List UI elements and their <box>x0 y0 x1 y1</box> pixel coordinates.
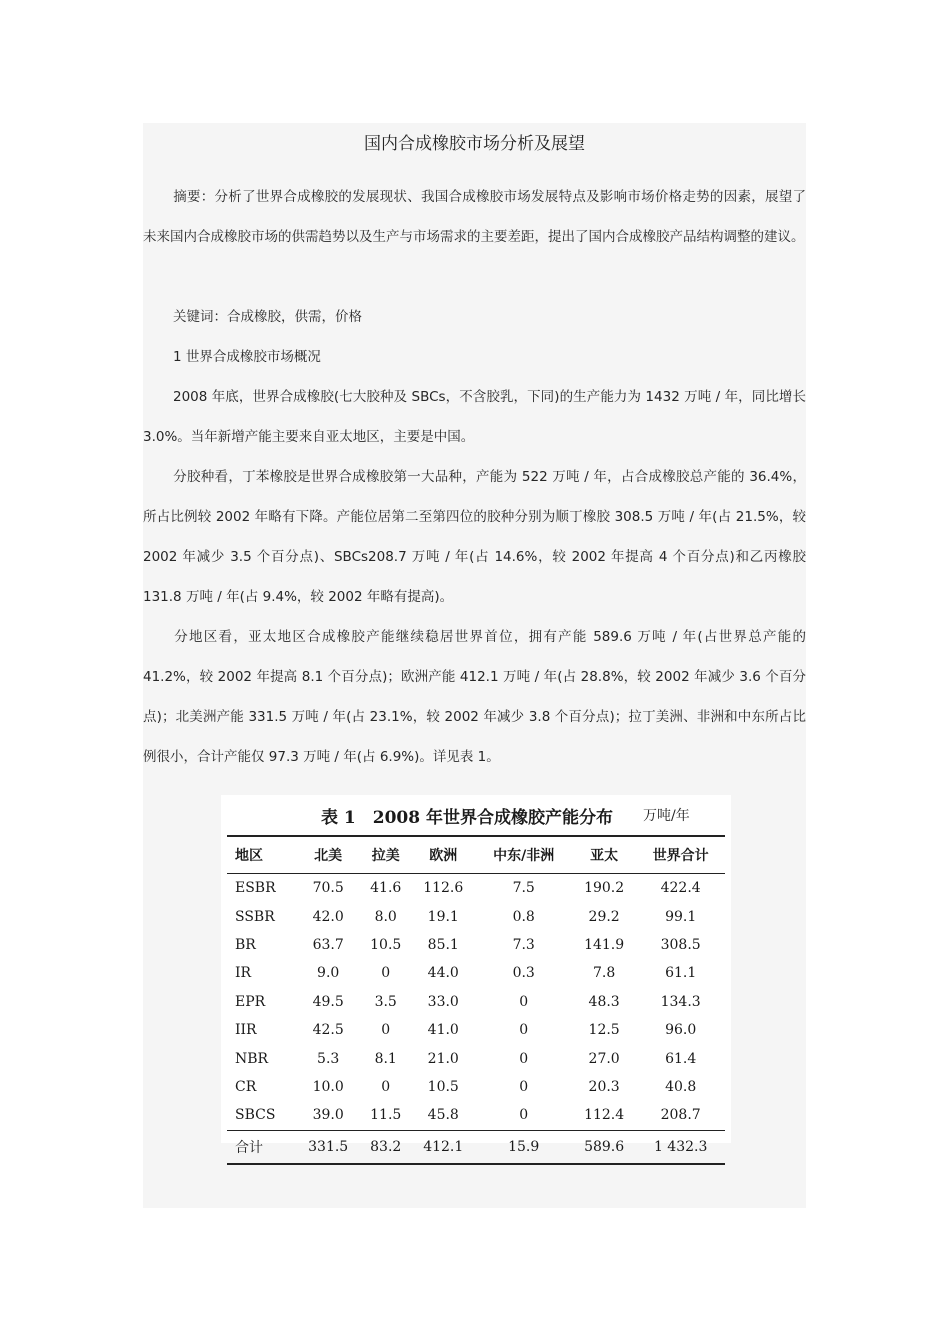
table-cell: 9.0 <box>317 965 340 982</box>
table-cell: 99.1 <box>665 908 697 925</box>
table-cell: 63.7 <box>312 936 344 953</box>
row-rubber-type: SSBR <box>235 908 275 925</box>
table-cell: 12.5 <box>588 1022 620 1039</box>
header-europe: 欧洲 <box>411 836 475 874</box>
table-cell: 10.5 <box>370 936 402 953</box>
table-cell: 41.0 <box>427 1022 459 1039</box>
row-rubber-type: SBCS <box>235 1107 276 1124</box>
table-1-image <box>221 795 731 1156</box>
table-cell: 40.8 <box>665 1078 697 1095</box>
table-unit: 万吨/年 <box>643 808 690 824</box>
header-north-america: 北美 <box>296 836 360 874</box>
table-cell: 29.2 <box>588 908 620 925</box>
table-cell: 208.7 <box>660 1107 701 1124</box>
table-cell: 0 <box>381 1022 391 1039</box>
table-cell: 112.4 <box>584 1107 625 1124</box>
table-cell: 0 <box>519 993 529 1010</box>
table-cell: 0 <box>519 1022 529 1039</box>
header-world-total: 世界合计 <box>636 836 725 874</box>
row-rubber-type: BR <box>235 936 256 953</box>
table-cell: 48.3 <box>588 993 620 1010</box>
row-rubber-type: EPR <box>235 993 266 1010</box>
table-cell: 44.0 <box>427 965 459 982</box>
table-cell: 27.0 <box>588 1050 620 1067</box>
table-row <box>227 1073 725 1101</box>
table-cell: 0 <box>381 1078 391 1095</box>
header-asia-pacific: 亚太 <box>572 836 636 874</box>
table-row <box>227 988 725 1016</box>
table-cell: 20.3 <box>588 1078 620 1095</box>
document-page <box>143 123 806 1208</box>
body-paragraph-2 <box>143 457 806 617</box>
table-cell: 0 <box>381 965 391 982</box>
table-title: 表 1 2008 年世界合成橡胶产能分布 <box>321 808 613 828</box>
table-row <box>227 959 725 987</box>
table-cell: 134.3 <box>660 993 701 1010</box>
table-cell: 7.3 <box>512 936 535 953</box>
table-row <box>227 874 725 903</box>
table-cell: 190.2 <box>584 880 625 897</box>
table-row <box>227 1016 725 1044</box>
total-cell: 83.2 <box>360 1130 411 1164</box>
total-cell: 589.6 <box>572 1130 636 1164</box>
table-cell: 8.0 <box>374 908 397 925</box>
table-cell: 0.8 <box>512 908 535 925</box>
total-cell: 331.5 <box>296 1130 360 1164</box>
table-row <box>227 1101 725 1130</box>
table-cell: 70.5 <box>312 880 344 897</box>
row-rubber-type: NBR <box>235 1050 269 1067</box>
header-middle-east-africa: 中东/非洲 <box>475 836 572 874</box>
table-cell: 42.5 <box>312 1022 344 1039</box>
table-title-row <box>221 803 731 829</box>
section-heading-text: 1 世界合成橡胶市场概况 <box>173 349 321 365</box>
table-cell: 11.5 <box>370 1107 402 1124</box>
total-cell: 412.1 <box>411 1130 475 1164</box>
table-cell: 42.0 <box>312 908 344 925</box>
keywords-paragraph <box>143 297 806 337</box>
section-heading <box>143 337 806 377</box>
table-cell: 0 <box>519 1107 529 1124</box>
table-cell: 308.5 <box>660 936 701 953</box>
row-rubber-type: IIR <box>235 1022 257 1039</box>
total-cell: 1 432.3 <box>636 1130 725 1164</box>
table-cell: 8.1 <box>374 1050 397 1067</box>
row-rubber-type: ESBR <box>235 880 276 897</box>
table-cell: 5.3 <box>317 1050 340 1067</box>
table-row <box>227 902 725 930</box>
table-cell: 0.3 <box>512 965 535 982</box>
table-cell: 10.0 <box>312 1078 344 1095</box>
table-cell: 7.8 <box>593 965 616 982</box>
table-header-row <box>227 836 725 874</box>
table-body <box>227 874 725 1164</box>
table-cell: 3.5 <box>374 993 397 1010</box>
table-row <box>227 1044 725 1072</box>
table-cell: 33.0 <box>427 993 459 1010</box>
header-region: 地区 <box>227 836 296 874</box>
total-label: 合计 <box>227 1130 296 1164</box>
abstract-paragraph <box>143 177 806 257</box>
table-cell: 19.1 <box>427 908 459 925</box>
table-cell: 0 <box>519 1050 529 1067</box>
total-cell: 15.9 <box>475 1130 572 1164</box>
body-paragraph-1 <box>143 377 806 457</box>
row-rubber-type: CR <box>235 1078 257 1095</box>
table-cell: 96.0 <box>665 1022 697 1039</box>
table-total-row <box>227 1130 725 1164</box>
table-cell: 10.5 <box>427 1078 459 1095</box>
capacity-table <box>227 835 725 1165</box>
table-cell: 21.0 <box>427 1050 459 1067</box>
row-rubber-type: IR <box>235 965 252 982</box>
body-paragraph-1-text: 2008 年底，世界合成橡胶(七大胶种及 SBCs，不含胶乳，下同)的生产能力为 1432 万吨 / 年，同比增长 3.0%。当年新增产能主要来自亚太地区，主要是中国。 <box>143 389 806 445</box>
table-cell: 112.6 <box>423 880 464 897</box>
table-row <box>227 931 725 959</box>
keywords-text: 关键词：合成橡胶，供需，价格 <box>173 309 362 325</box>
table-cell: 61.4 <box>665 1050 697 1067</box>
table-cell: 85.1 <box>427 936 459 953</box>
table-cell: 422.4 <box>660 880 701 897</box>
table-cell: 41.6 <box>370 880 402 897</box>
table-cell: 61.1 <box>665 965 697 982</box>
document-title: 国内合成橡胶市场分析及展望 <box>364 134 585 154</box>
body-paragraph-3 <box>143 617 806 777</box>
body-paragraph-3-text: 分地区看，亚太地区合成橡胶产能继续稳居世界首位，拥有产能 589.6 万吨 / 年(占世界总产能的 41.2%，较 2002 年提高 8.1 个百分点)；欧洲产能 412.1 万吨 / 年(占 28.8%，较 2002 年减少 3.6 个百分点)；北美洲产能 331.5 万吨 / 年(占 23.1%，较 2002 年减少 3.8 个百分点)；拉丁美洲、非洲和中东所占比例很小，合计产能仅 97.3 万吨 / 年(占 6.9%)。详见表 1。 <box>143 629 806 765</box>
table-cell: 0 <box>519 1078 529 1095</box>
table-cell: 45.8 <box>427 1107 459 1124</box>
table-cell: 7.5 <box>512 880 535 897</box>
body-paragraph-2-text: 分胶种看，丁苯橡胶是世界合成橡胶第一大品种，产能为 522 万吨 / 年，占合成橡胶总产能的 36.4%，所占比例较 2002 年略有下降。产能位居第二至第四位的胶种分别为顺丁橡胶 308.5 万吨 / 年(占 21.5%，较 2002 年减少 3.5 个百分点)、SBCs208.7 万吨 / 年(占 14.6%，较 2002 年提高 4 个百分点)和乙丙橡胶 131.8 万吨 / 年(占 9.4%，较 2002 年略有提高)。 <box>143 469 806 605</box>
header-latin-america: 拉美 <box>360 836 411 874</box>
table-cell: 49.5 <box>312 993 344 1010</box>
table-cell: 141.9 <box>584 936 625 953</box>
table-cell: 39.0 <box>312 1107 344 1124</box>
abstract-text: 摘要：分析了世界合成橡胶的发展现状、我国合成橡胶市场发展特点及影响市场价格走势的因素，展望了未来国内合成橡胶市场的供需趋势以及生产与市场需求的主要差距，提出了国内合成橡胶产品结构调整的建议。 <box>143 189 806 245</box>
